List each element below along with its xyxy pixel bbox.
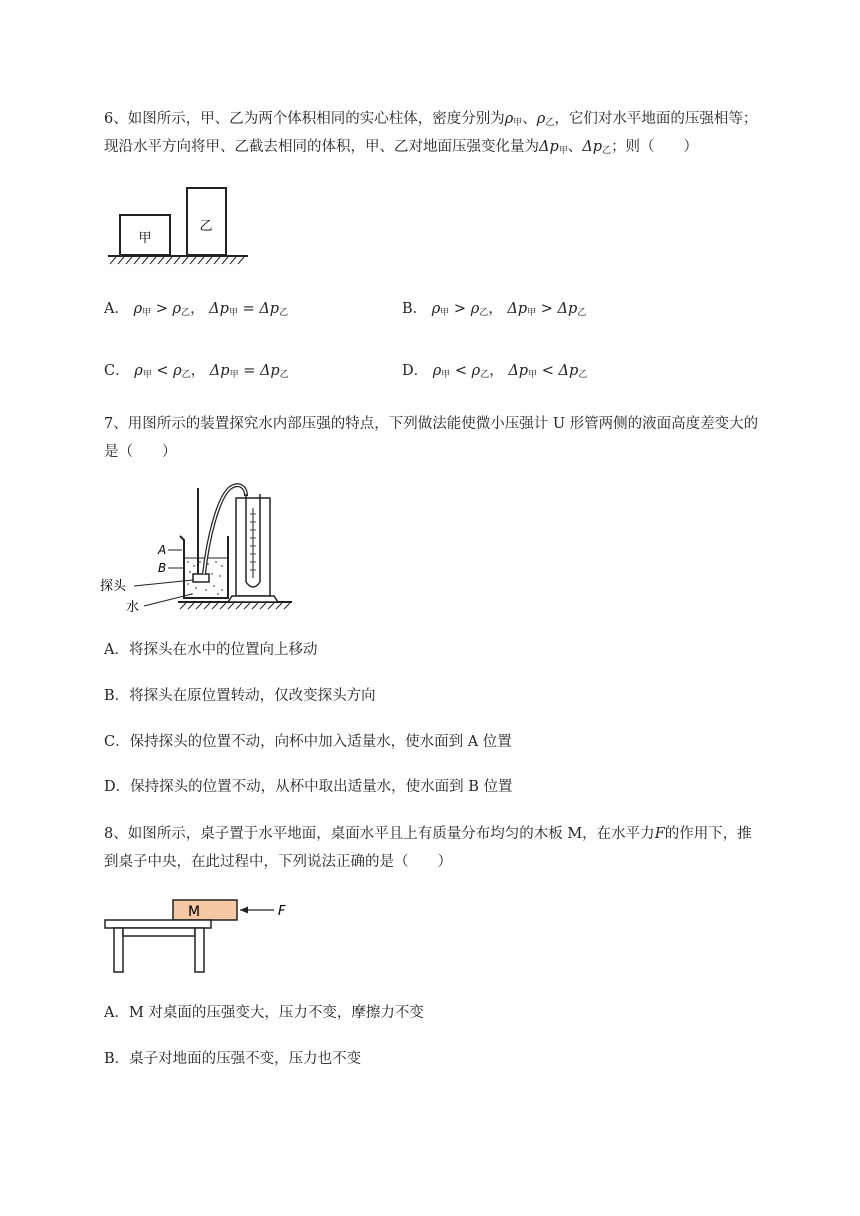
q6-stem-text-c: 现沿水平方向将甲、乙截去相同的体积，甲、乙对地面压强变化量为 bbox=[104, 139, 539, 155]
label-a: A bbox=[158, 543, 167, 557]
label-jia: 甲 bbox=[138, 231, 152, 246]
probe bbox=[193, 574, 209, 582]
sub-yi: 乙 bbox=[545, 118, 555, 128]
sub-yi: 乙 bbox=[602, 146, 612, 156]
separator: 、 bbox=[567, 139, 583, 155]
sub-jia: 甲 bbox=[513, 118, 523, 128]
separator: 、 bbox=[522, 111, 537, 127]
delta-p-symbol: Δp bbox=[582, 139, 603, 155]
q6-stem-text-a: 6、如图所示，甲、乙为两个体积相同的实心柱体，密度分别为 bbox=[104, 111, 505, 127]
q6-stem-text-d: ；则（ ） bbox=[611, 139, 699, 155]
q8-option-a[interactable]: A．M 对桌面的压强变大，压力不变，摩擦力不变 bbox=[104, 1005, 424, 1021]
ground-hatch bbox=[180, 603, 290, 609]
q6-option-d[interactable]: D． $\rho_甲 < \rho_乙$， $\Delta p_甲 < \Delta p_乙$ bbox=[402, 363, 588, 380]
q7-option-c[interactable]: C．保持探头的位置不动，向杯中加入适量水，使水面到 A 位置 bbox=[104, 734, 512, 750]
table-rail bbox=[123, 928, 195, 936]
q8-stem-line1: 8、如图所示，桌子置于水平地面，桌面水平且上有质量分布均匀的木板 M，在水平力F的作用下，推 bbox=[104, 826, 752, 842]
board-m bbox=[173, 900, 237, 920]
rho-symbol: ρ bbox=[536, 111, 546, 127]
table-leg-right bbox=[195, 928, 204, 972]
q6-figure-cylinders bbox=[100, 180, 260, 272]
q7-figure-pressure-gauge bbox=[100, 478, 300, 618]
q6-stem-text-b: ，它们对水平地面的压强相等； bbox=[554, 111, 758, 127]
q6-stem-line1 bbox=[104, 109, 757, 133]
q7-stem-line1: 7、用图所示的装置探究水内部压强的特点，下列做法能使微小压强计 U 形管两侧的液面高度差变大的 bbox=[104, 416, 759, 432]
q6-option-b[interactable]: B． $\rho_甲 > \rho_乙$， $\Delta p_甲 > \Delta p_乙$ bbox=[402, 301, 587, 318]
q6-stem-line2 bbox=[104, 137, 698, 161]
ground-hatch bbox=[110, 257, 244, 264]
q8-stem-line2: 到桌子中央，在此过程中，下列说法正确的是（ ） bbox=[104, 854, 452, 870]
label-yi: 乙 bbox=[199, 219, 213, 234]
q7-stem-line2: 是（ ） bbox=[104, 444, 177, 460]
q7-option-a[interactable]: A．将探头在水中的位置向上移动 bbox=[104, 642, 318, 658]
q6-option-a[interactable]: A． $\rho_甲 > \rho_乙$， $\Delta p_甲 = \Delta p_乙$ bbox=[104, 301, 289, 318]
q8-figure-table bbox=[100, 893, 300, 979]
label-probe: 探头 bbox=[100, 579, 127, 594]
arrow-head bbox=[240, 907, 248, 914]
q7-option-b[interactable]: B．将探头在原位置转动，仅改变探头方向 bbox=[104, 688, 376, 704]
delta-p-symbol: Δp bbox=[539, 139, 559, 155]
sub-jia: 甲 bbox=[558, 146, 568, 156]
table-leg-left bbox=[114, 928, 123, 972]
label-f: F bbox=[278, 904, 286, 919]
q7-option-d[interactable]: D．保持探头的位置不动，从杯中取出适量水，使水面到 B 位置 bbox=[104, 779, 513, 795]
force-symbol: F bbox=[654, 826, 665, 842]
q6-option-c[interactable]: C． $\rho_甲 < \rho_乙$， $\Delta p_甲 = \Delta p_乙$ bbox=[104, 363, 289, 380]
table-top bbox=[105, 920, 211, 928]
label-m: M bbox=[188, 904, 201, 920]
label-water: 水 bbox=[126, 600, 140, 615]
rho-symbol: ρ bbox=[504, 111, 514, 127]
q8-option-b[interactable]: B．桌子对地面的压强不变，压力也不变 bbox=[104, 1051, 362, 1067]
label-b: B bbox=[158, 561, 167, 575]
gauge-base bbox=[228, 596, 278, 602]
